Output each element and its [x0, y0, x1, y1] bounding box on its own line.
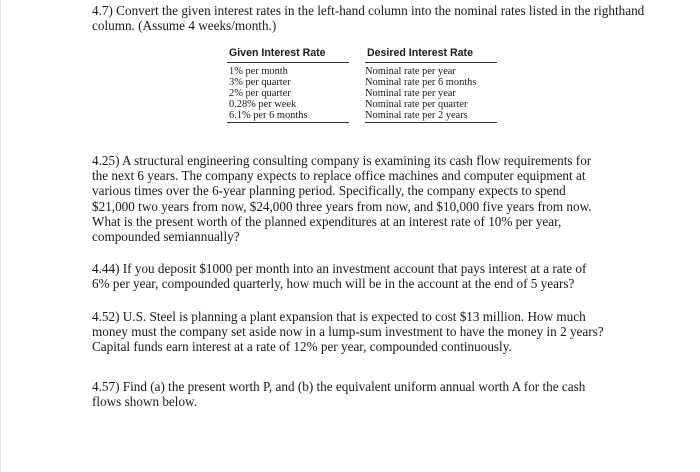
desired-rate-cell: Nominal rate per year: [365, 66, 456, 77]
table-row: [227, 110, 497, 123]
given-rate-cell: 6.1% per 6 months: [227, 110, 349, 123]
desired-rate-cell: Nominal rate per quarter: [365, 99, 468, 110]
problem-4-52: 4.52) U.S. Steel is planning a plant expansion that is expected to cost $13 million. How much money must the company set aside now in a lump-sum investment to have the money in 2 years? Capital funds earn interest at a rate of 12% per year, compounded continuously.: [92, 309, 604, 355]
given-rate-cell: 0.28% per week: [229, 99, 297, 110]
problem-4-57: 4.57) Find (a) the present worth P, and (b) the equivalent uniform annual worth A for the cash flows shown below.: [92, 379, 586, 410]
desired-rate-cell: Nominal rate per 2 years: [365, 110, 497, 123]
header-desired-rate: Desired Interest Rate: [365, 46, 497, 63]
header-given-rate: Given Interest Rate: [227, 46, 349, 63]
desired-rate-cell: Nominal rate per 6 months: [365, 77, 477, 88]
desired-rate-cell: Nominal rate per year: [365, 88, 456, 99]
table-row: [227, 88, 497, 99]
table-row: [227, 77, 497, 88]
problem-4-44: 4.44) If you deposit $1000 per month into an investment account that pays interest at a rate of 6% per year, compounded quarterly, how much will be in the account at the end of 5 years?: [92, 261, 587, 292]
problem-4-25: 4.25) A structural engineering consulting company is examining its cash flow requirements for the next 6 years. The company expects to replace office machines and computer equipment at various times over the 6-year planning period. Specifically, the company expects to spend $21,000 two years from now, $24,000 three years from now, and $10,000 five years from now. What is the present worth of the planned expenditures at an interest rate of 10% per year, compounded semiannually?: [92, 153, 592, 245]
given-rate-cell: 3% per quarter: [229, 77, 291, 88]
interest-rate-table: [227, 46, 497, 123]
table-row: [227, 63, 497, 78]
given-rate-cell: 2% per quarter: [229, 88, 291, 99]
table-row: [227, 99, 497, 110]
given-rate-cell: 1% per month: [229, 66, 288, 77]
problem-4-7: 4.7) Convert the given interest rates in the left-hand column into the nominal rates listed in the righthand column. (Assume 4 weeks/month.): [92, 3, 645, 34]
